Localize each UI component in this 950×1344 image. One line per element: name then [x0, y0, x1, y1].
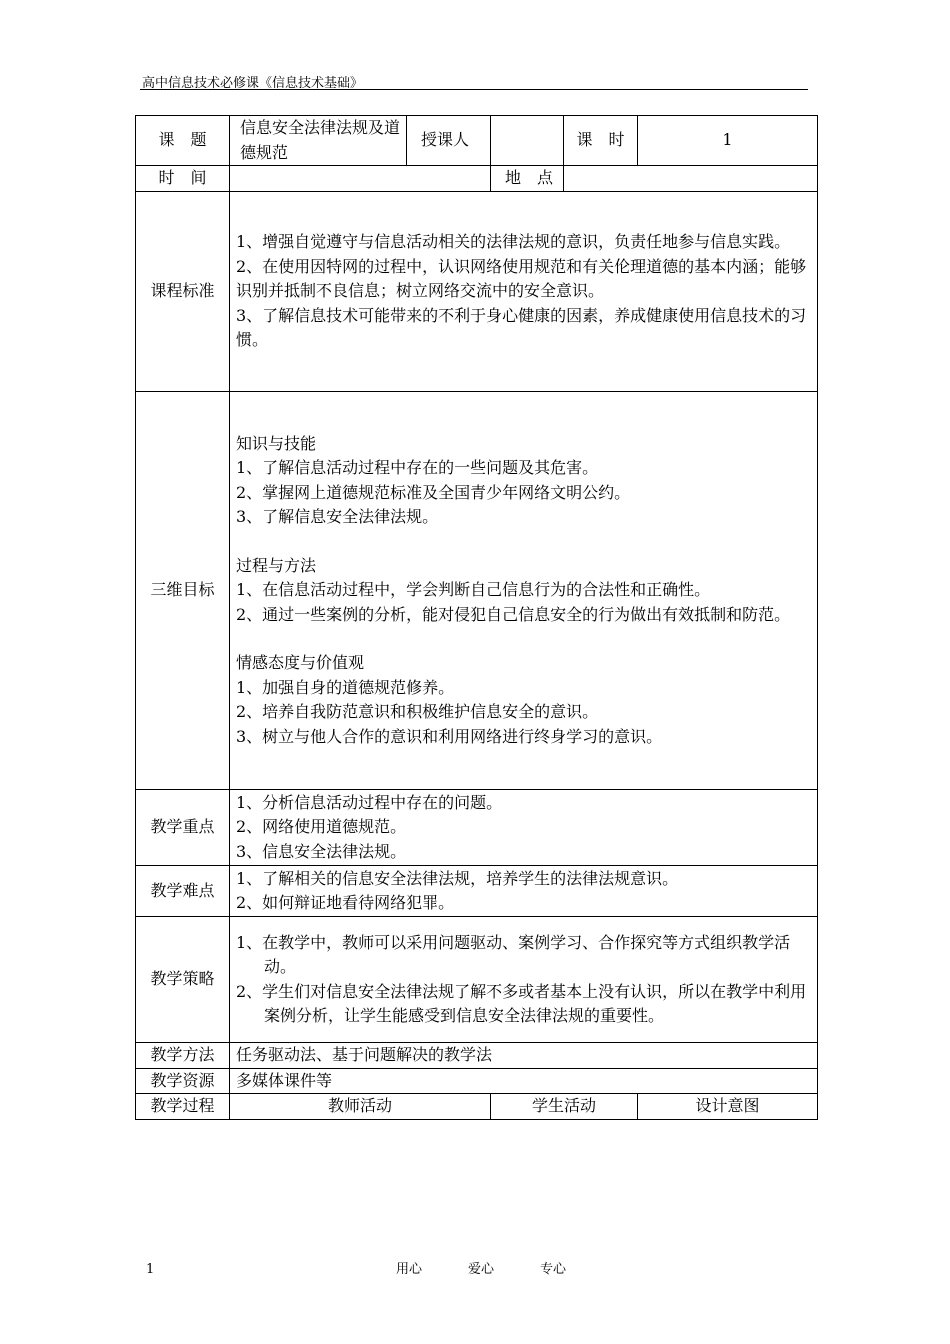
method-label: 教学方法 [136, 1043, 230, 1069]
topic-label: 课 题 [136, 116, 230, 166]
process-col-student: 学生活动 [491, 1094, 638, 1120]
difficult-content [230, 866, 818, 917]
standard-label: 课程标准 [136, 192, 230, 392]
key-item: 2、网络使用道德规范。 [236, 817, 407, 837]
goal-heading: 过程与方法 [236, 555, 317, 575]
goals-content [230, 392, 818, 790]
key-content [230, 790, 818, 866]
place-label: 地 点 [491, 166, 564, 192]
hours-label: 课 时 [564, 116, 638, 166]
goal-item: 3、树立与他人合作的意识和利用网络进行终身学习的意识。 [236, 726, 663, 746]
key-item: 1、分析信息活动过程中存在的问题。 [236, 792, 503, 812]
hours-value: 1 [638, 116, 818, 166]
standard-item: 3、了解信息技术可能带来的不利于身心健康的因素，养成健康使用信息技术的习惯。 [236, 305, 807, 350]
row-topic [136, 116, 818, 166]
row-process [136, 1094, 818, 1120]
footer-motto [396, 1258, 612, 1277]
lesson-plan-table [135, 115, 818, 1120]
motto-word: 用心 [396, 1262, 423, 1277]
motto-word: 专心 [540, 1262, 567, 1277]
difficult-item: 2、如何辩证地看待网络犯罪。 [236, 893, 455, 912]
strategy-item: 1、在教学中，教师可以采用问题驱动、案例学习、合作探究等方式组织教学活动。 [236, 932, 791, 976]
goal-item: 1、在信息活动过程中，学会判断自己信息行为的合法性和正确性。 [236, 580, 711, 600]
process-col-intent: 设计意图 [638, 1094, 818, 1120]
difficult-item: 1、了解相关的信息安全法律法规，培养学生的法律法规意识。 [236, 868, 679, 888]
header-rule [140, 89, 808, 90]
row-key-points [136, 790, 818, 866]
teacher-label: 授课人 [407, 116, 491, 166]
row-goals [136, 392, 818, 790]
goal-item: 2、通过一些案例的分析，能对侵犯自己信息安全的行为做出有效抵制和防范。 [236, 604, 791, 624]
goal-item: 1、了解信息活动过程中存在的一些问题及其危害。 [236, 458, 599, 478]
page-number: 1 [146, 1262, 155, 1277]
strategy-item: 2、学生们对信息安全法律法规了解不多或者基本上没有认识，所以在教学中利用案例分析，让学生能感受到信息安全法律法规的重要性。 [236, 981, 807, 1025]
method-value: 任务驱动法、基于问题解决的教学法 [230, 1043, 818, 1069]
goal-heading: 情感态度与价值观 [236, 653, 365, 673]
goal-heading: 知识与技能 [236, 433, 317, 453]
process-label: 教学过程 [136, 1094, 230, 1120]
time-label: 时 间 [136, 166, 230, 192]
row-strategy [136, 917, 818, 1043]
standard-item: 1、增强自觉遵守与信息活动相关的法律法规的意识，负责任地参与信息实践。 [236, 232, 791, 252]
row-difficult-points [136, 866, 818, 917]
document-header: 高中信息技术必修课《信息技术基础》 [142, 76, 364, 91]
teacher-value [491, 116, 564, 166]
process-col-teacher: 教师活动 [230, 1094, 491, 1120]
row-method [136, 1043, 818, 1069]
row-time [136, 166, 818, 192]
goals-label: 三维目标 [136, 392, 230, 790]
standard-item: 2、在使用因特网的过程中，认识网络使用规范和有关伦理道德的基本内涵；能够识别并抵制不良信息；树立网络交流中的安全意识。 [236, 256, 807, 301]
place-value [564, 166, 818, 192]
resource-value: 多媒体课件等 [230, 1068, 818, 1094]
row-resource [136, 1068, 818, 1094]
goal-item: 3、了解信息安全法律法规。 [236, 507, 439, 527]
goal-item: 2、掌握网上道德规范标准及全国青少年网络文明公约。 [236, 482, 631, 502]
topic-value: 信息安全法律法规及道德规范 [230, 116, 407, 166]
goal-item: 2、培养自我防范意识和积极维护信息安全的意识。 [236, 702, 599, 722]
key-label: 教学重点 [136, 790, 230, 866]
strategy-content [230, 917, 818, 1043]
row-standard [136, 192, 818, 392]
difficult-label: 教学难点 [136, 866, 230, 917]
time-value [230, 166, 491, 192]
standard-content [230, 192, 818, 392]
goal-item: 1、加强自身的道德规范修养。 [236, 677, 455, 697]
motto-word: 爱心 [468, 1262, 495, 1277]
resource-label: 教学资源 [136, 1068, 230, 1094]
strategy-label: 教学策略 [136, 917, 230, 1043]
key-item: 3、信息安全法律法规。 [236, 841, 407, 861]
